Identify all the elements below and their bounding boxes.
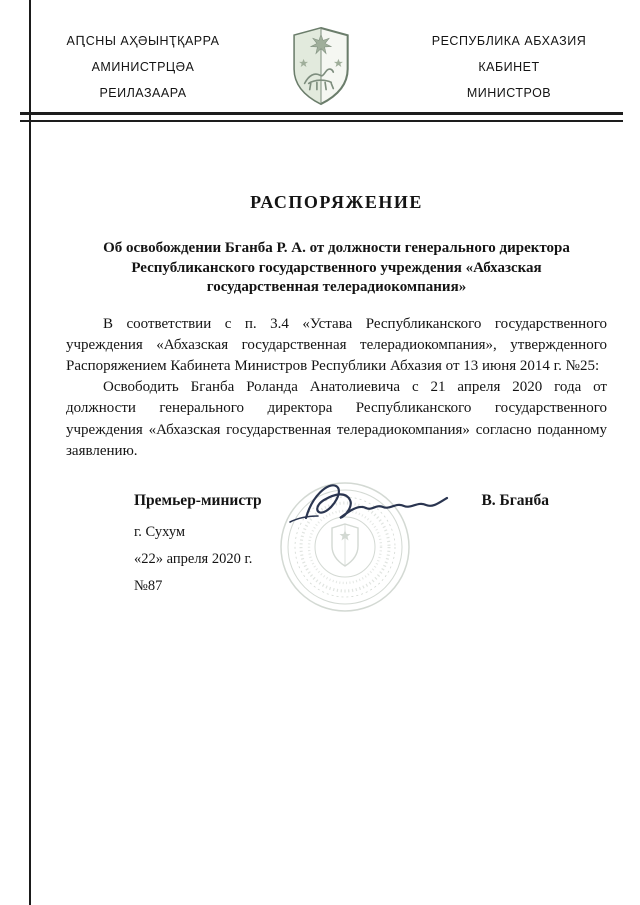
issuer-name-abkhaz — [38, 28, 248, 106]
body-paragraph: В соответствии с п. 3.4 «Устава Республиканского государственного учреждения «Абхазская государственная телерадиокомпания», утвержденного Распоряжением Кабинета Министров Республики Абхазия от 13 июня 2014 г. №25: — [66, 315, 607, 374]
issuer-name-russian — [394, 28, 624, 106]
signature-row — [66, 492, 607, 510]
issuer-abkhaz-line: РЕИЛАЗААРА — [99, 86, 187, 100]
header-divider-rule — [20, 112, 623, 122]
issuer-abkhaz-line: АМИНИСТРЦӘА — [91, 60, 195, 74]
document-header — [38, 28, 624, 106]
body-paragraph: Освободить Бганба Роланда Анатолиевича с 21 апреля 2020 года от должности генерального директора Республиканского государственного учреждения «Абхазская государственная телерадиокомпания» согласно поданному заявлению. — [66, 379, 607, 459]
scan-edge-line — [29, 0, 31, 905]
issuer-abkhaz-line: АԤСНЫ АҲӘЫНҬҚАРРА — [66, 34, 220, 48]
document-number: №87 — [134, 577, 163, 594]
document-subject: Об освобождении Бганба Р. А. от должности генерального директора Республиканского государственного учреждения «Абхазская государственная телерадиокомпания» — [103, 240, 570, 295]
issue-date: «22» апреля 2020 г. — [134, 550, 253, 567]
issuer-russian-line: РЕСПУБЛИКА АБХАЗИЯ — [431, 34, 587, 48]
document-title: РАСПОРЯЖЕНИЕ — [250, 192, 423, 212]
document-footer — [66, 524, 607, 595]
coat-of-arms-icon — [290, 26, 352, 106]
issue-place: г. Сухум — [134, 523, 186, 540]
issuer-russian-line: МИНИСТРОВ — [466, 86, 552, 100]
issuer-russian-line: КАБИНЕТ — [478, 60, 540, 74]
signatory-name: В. Бганба — [481, 491, 549, 509]
signatory-position: Премьер-министр — [134, 491, 262, 509]
document-body — [66, 192, 607, 605]
